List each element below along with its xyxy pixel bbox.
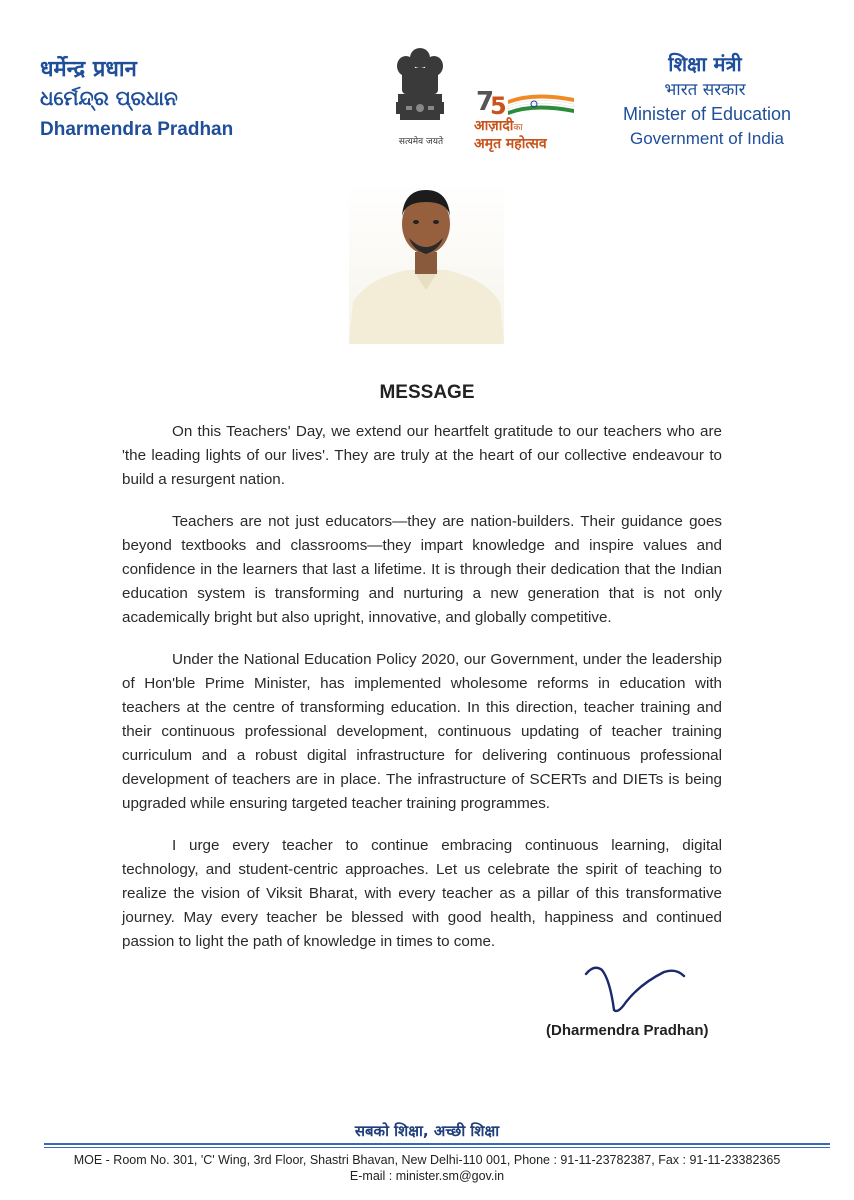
footer-divider-thin [44,1147,830,1148]
govt-hindi: भारत सरकार [664,80,746,100]
office-title-block [600,50,830,151]
govt-english: Government of India [629,129,785,148]
svg-text:7: 7 [476,87,495,117]
national-emblem-icon [388,40,452,136]
message-paragraph: I urge every teacher to continue embracing continuous learning, digital technology, and student-centric approaches. Let us celebrate the spirit of teaching to realize the vision of Viksit Bharat, with every teacher as a pillar of this transformative journey. May every teacher be blessed with good health, happiness and continued passion to light the path of knowledge in times to come. [122,837,722,950]
emblem-motto: सत्यमेव जयते [398,137,444,147]
azadi-text-line2: अमृत महोत्सव [474,136,547,152]
title-english: Minister of Education [622,104,792,124]
azadi-text-line1: आज़ादीका [474,118,523,134]
message-paragraph: Under the National Education Policy 2020, our Government, under the leadership of Hon'ble Prime Minister, has implemented wholesome reforms in education with teachers at the centre of transforming education. In this direction, teacher training and their continuous professional development, continuous updating of teacher training curriculum and a robust digital infrastructure for delivering continuous professional development of teachers are in place. The infrastructure of SCERTs and DIETs is being upgraded while ensuring targeted teacher training programmes. [122,651,722,812]
signatory-name: (Dharmendra Pradhan) [546,1022,709,1039]
minister-portrait [349,182,504,344]
footer-contact [0,1152,854,1184]
sender-name-block [40,56,233,144]
name-english: Dharmendra Pradhan [40,119,234,140]
message-paragraph: Teachers are not just educators—they are nation-builders. Their guidance goes beyond textbooks and classrooms—they impart knowledge and inspire values and confidence in the learners that last a lifetime. It is through their dedication that the Indian education system is transforming and nurturing a new generation that is not only academically bright but also upright, innovative, and globally competitive. [122,513,722,626]
message-title: MESSAGE [379,382,475,403]
message-body [122,420,722,972]
name-odia: ଧର୍ମେନ୍ଦ୍ର ପ୍ରଧାନ [40,86,178,110]
footer-divider [44,1143,830,1145]
message-paragraph: On this Teachers' Day, we extend our heartfelt gratitude to our teachers who are 'the leading lights of our lives'. They are truly at the heart of our collective endeavour to build a resurgent nation. [122,423,722,488]
title-hindi: शिक्षा मंत्री [668,52,742,76]
footer-email: E-mail : minister.sm@gov.in [349,1169,505,1183]
footer-motto: सबको शिक्षा, अच्छी शिक्षा [354,1122,500,1140]
handwritten-signature [580,962,690,1022]
svg-text:5: 5 [490,92,507,120]
footer-address: MOE - Room No. 301, 'C' Wing, 3rd Floor, Shastri Bhavan, New Delhi-110 001, Phone : 91-11-23782387, Fax : 91-11-23382365 [73,1153,781,1167]
name-hindi: धर्मेन्द्र प्रधान [40,57,137,82]
